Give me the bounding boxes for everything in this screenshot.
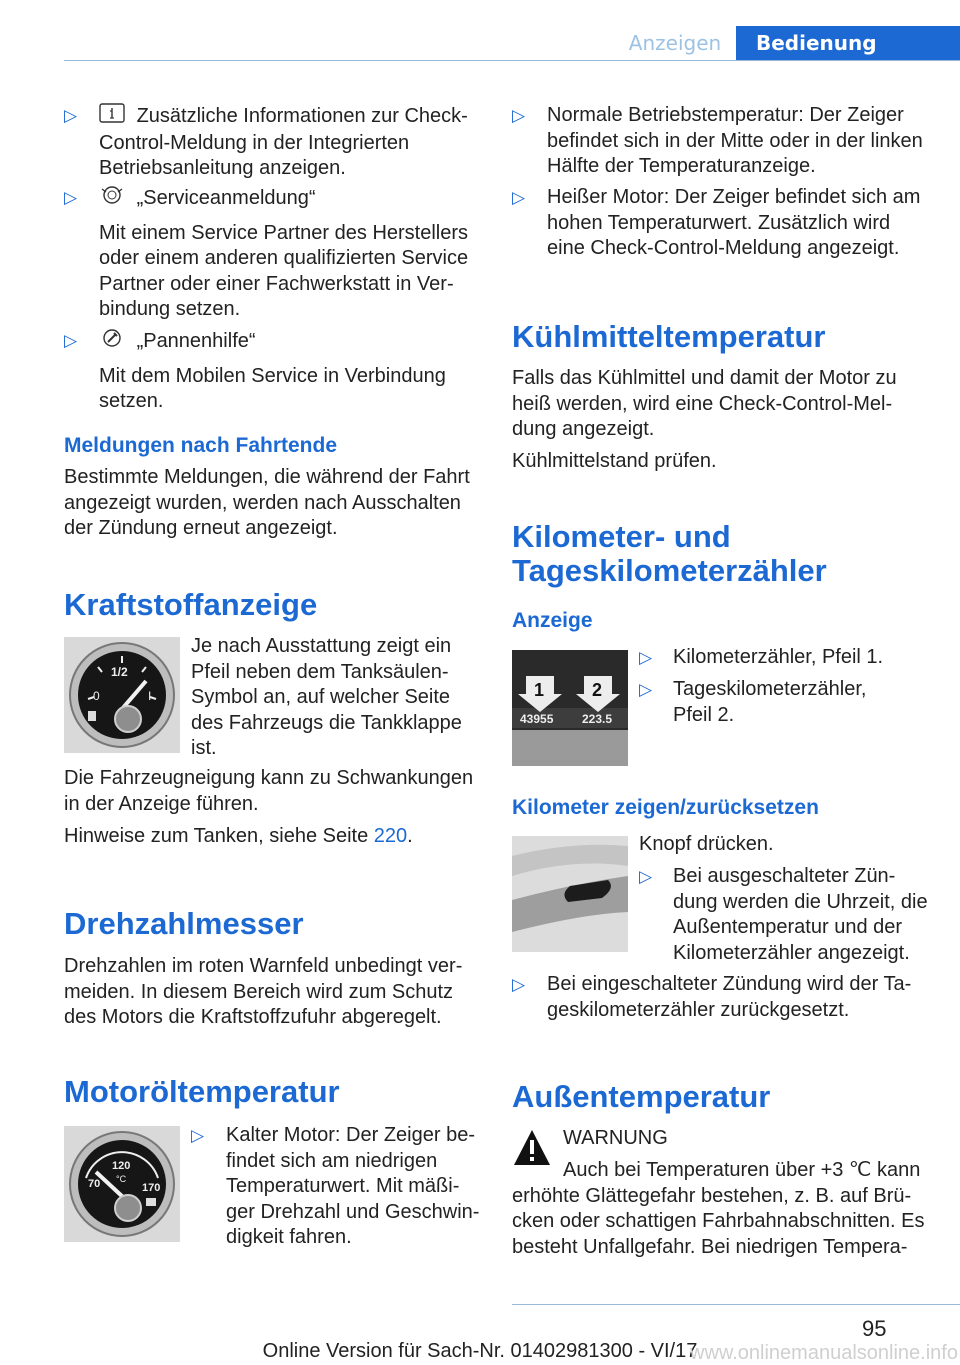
list-item-text: Mit einem Service Partner des Herstellers xyxy=(99,221,469,244)
odometer-value: 43955 xyxy=(520,712,554,726)
text-line: Tageskilometerzähler, xyxy=(673,678,867,700)
wrench-icon xyxy=(99,328,125,356)
text-line: Pfeil neben dem Tanksäulen- xyxy=(191,660,449,683)
odometer-image xyxy=(512,650,628,766)
text-line: dung werden die Uhrzeit, die xyxy=(673,890,928,913)
bullet-icon: ▷ xyxy=(191,1126,205,1145)
gauge-170-label: 170 xyxy=(142,1182,161,1194)
list-item-serviceanmeldung xyxy=(64,185,484,323)
reset-button-image xyxy=(512,836,628,952)
warning-label: WARNUNG xyxy=(563,1127,668,1149)
text-line: hohen Temperaturwert. Zusätzlich wird xyxy=(547,211,891,234)
text-line: Drehzahlen im roten Warnfeld unbedingt ver‐ xyxy=(64,955,463,977)
heading-drehzahlmesser: Drehzahlmesser xyxy=(64,906,304,941)
trip-value: 223.5 xyxy=(582,712,613,726)
list-item-tageskilometerzaehler xyxy=(639,677,939,728)
text-line: erhöhte Glättegefahr bestehen, z. B. auf Brü‐ xyxy=(512,1184,912,1207)
text-line: Auch bei Temperaturen über +3 ℃ kann xyxy=(563,1159,921,1181)
paragraph-fahrzeugneigung xyxy=(64,766,484,817)
list-item-kilometerzaehler xyxy=(639,645,939,671)
bullet-icon: ▷ xyxy=(639,867,653,886)
bullet-icon: ▷ xyxy=(64,188,78,207)
oil-temp-gauge-image xyxy=(64,1126,180,1242)
text-line: ist. xyxy=(191,737,217,759)
list-item-kalter-motor xyxy=(191,1123,481,1251)
text-line: befindet sich in der Mitte oder in der linken xyxy=(547,129,923,152)
gauge-70-label: 70 xyxy=(88,1178,101,1190)
bullet-icon: ▷ xyxy=(64,331,78,350)
heading-motoroeltemperatur: Motoröltemperatur xyxy=(64,1074,340,1109)
arrow-1-label: 1 xyxy=(534,680,545,700)
text-line: Kilometerzähler, Pfeil 1. xyxy=(673,646,884,668)
list-item-text: Partner oder einer Fachwerkstatt in Ver‐ xyxy=(99,272,454,295)
text-line: eine Check-Control-Meldung angezeigt. xyxy=(547,237,900,259)
text-line: findet sich am niedrigen xyxy=(226,1149,438,1172)
list-item-text: oder einem anderen qualifizierten Service xyxy=(99,247,469,269)
paragraph-knopf-druecken: Knopf drücken. xyxy=(639,833,774,855)
text-line: in der Anzeige führen. xyxy=(64,792,259,815)
header-divider xyxy=(64,60,960,61)
text-line: Bei eingeschalteter Zündung wird der Ta‐ xyxy=(547,973,912,995)
info-book-icon xyxy=(99,103,125,131)
text-line: Die Fahrzeugneigung kann zu Schwankungen xyxy=(64,767,474,789)
text-line: Bei ausgeschalteter Zün‐ xyxy=(673,865,896,887)
heading-kuehlmitteltemperatur: Kühlmitteltemperatur xyxy=(512,319,826,354)
paragraph-warnung xyxy=(512,1158,952,1260)
text-line: . xyxy=(407,825,413,847)
text-line: Außentemperatur und der xyxy=(673,916,903,938)
text-line: angezeigt wurden, werden nach Ausschalten xyxy=(64,491,461,514)
gauge-half-label: 1/2 xyxy=(111,665,128,679)
text-line: Kalter Motor: Der Zeiger be‐ xyxy=(226,1124,475,1146)
bullet-icon: ▷ xyxy=(64,106,78,125)
text-line: Falls das Kühlmittel und damit der Motor zu xyxy=(512,367,897,389)
gauge-120-label: 120 xyxy=(112,1160,131,1172)
list-item-text: Mit dem Mobilen Service in Verbindung xyxy=(99,364,446,387)
text-line: cken oder schattigen Fahrbahnabschnitten. Es xyxy=(512,1210,925,1232)
heading-line: Tageskilometerzähler xyxy=(512,553,827,588)
list-item-eingeschaltet xyxy=(512,972,942,1023)
text-line: der Zündung erneut angezeigt. xyxy=(64,517,338,539)
gauge-zero-label: 0 xyxy=(93,689,100,703)
heading-line: Kilometer- und xyxy=(512,519,731,554)
list-item-text: setzen. xyxy=(99,390,164,412)
bmw-service-icon xyxy=(99,185,125,213)
bullet-icon: ▷ xyxy=(639,648,653,667)
header-tab-anzeigen[interactable]: Anzeigen xyxy=(628,31,722,55)
text-line: dung angezeigt. xyxy=(512,418,655,440)
arrow-2-label: 2 xyxy=(592,680,603,700)
text-line: Kilometerzähler angezeigt. xyxy=(673,941,910,964)
footer-divider xyxy=(512,1304,960,1305)
paragraph-meldungen xyxy=(64,465,484,542)
list-item-normale-temperatur xyxy=(512,103,932,180)
list-item-pannenhilfe xyxy=(64,328,484,415)
bullet-icon: ▷ xyxy=(512,106,526,125)
page-number: 95 xyxy=(862,1316,887,1341)
text-line: Normale Betriebstemperatur: Der Zeiger xyxy=(547,104,904,126)
footer-online-version: Online Version für Sach-Nr. 01402981300 - VI/17 xyxy=(262,1340,698,1362)
fuel-gauge-image xyxy=(64,637,180,753)
heading-meldungen-nach-fahrtende: Meldungen nach Fahrtende xyxy=(64,434,338,457)
text-line: geskilometerzähler zurückgesetzt. xyxy=(547,998,850,1021)
watermark: www.onlinemanualsonline.info xyxy=(690,1342,958,1364)
bullet-icon: ▷ xyxy=(639,680,653,699)
heading-aussentemperatur: Außentemperatur xyxy=(512,1079,771,1114)
paragraph-drehzahl xyxy=(64,954,484,1031)
text-line: des Motors die Kraftstoffzufuhr abgeregelt. xyxy=(64,1006,442,1028)
list-item-text: Control-Meldung in der Integrierten xyxy=(99,131,410,154)
paragraph-kraftstoff xyxy=(191,634,481,762)
text-line: besteht Unfallgefahr. Bei niedrigen Tempera‐ xyxy=(512,1235,908,1258)
list-item-title: „Serviceanmeldung“ xyxy=(136,187,316,210)
text-line: ger Drehzahl und Geschwin‐ xyxy=(226,1200,480,1223)
page-link-220[interactable]: 220 xyxy=(373,825,408,847)
list-item-check-control-info xyxy=(64,103,484,182)
heading-kilometer-zeigen: Kilometer zeigen/zurücksetzen xyxy=(512,796,819,819)
text-line: Heißer Motor: Der Zeiger befindet sich am xyxy=(547,186,921,208)
heading-anzeige: Anzeige xyxy=(512,609,593,632)
list-item-text: Betriebsanleitung anzeigen. xyxy=(99,157,346,179)
list-item-heisser-motor xyxy=(512,185,932,262)
text-line: Je nach Ausstattung zeigt ein xyxy=(191,635,452,657)
paragraph-kuehlmittel xyxy=(512,366,932,443)
text-line: heiß werden, wird eine Check-Control-Mel‐ xyxy=(512,392,893,415)
list-item-text: Zusätzliche Informationen zur Check- xyxy=(136,105,468,128)
list-item-ausgeschaltet xyxy=(639,864,939,966)
paragraph-kuehlmittelstand: Kühlmittelstand prüfen. xyxy=(512,450,717,472)
text-line: Temperaturwert. Mit mäßi‐ xyxy=(226,1175,460,1197)
text-line: Symbol an, auf welcher Seite xyxy=(191,686,451,708)
text-line: Bestimmte Meldungen, die während der Fahrt xyxy=(64,466,470,488)
text-line: Pfeil 2. xyxy=(673,703,735,726)
text-line: Hälfte der Temperaturanzeige. xyxy=(547,155,816,177)
paragraph-hinweise-tanken xyxy=(64,824,484,850)
list-item-text: bindung setzen. xyxy=(99,298,241,320)
heading-kilometerzaehler xyxy=(512,520,952,588)
heading-kraftstoffanzeige: Kraftstoffanzeige xyxy=(64,587,318,622)
gauge-full-label: I xyxy=(148,689,152,703)
gauge-unit-label: °C xyxy=(116,1174,127,1184)
bullet-icon: ▷ xyxy=(512,188,526,207)
text-line: meiden. In diesem Bereich wird zum Schutz xyxy=(64,980,454,1003)
text-line: digkeit fahren. xyxy=(226,1226,352,1248)
header-tab-bedienung[interactable]: Bedienung xyxy=(736,26,960,60)
text-line: Hinweise zum Tanken, siehe Seite xyxy=(64,825,374,847)
text-line: des Fahrzeugs die Tankklappe xyxy=(191,711,462,734)
list-item-title: „Pannenhilfe“ xyxy=(136,330,256,353)
bullet-icon: ▷ xyxy=(512,975,526,994)
